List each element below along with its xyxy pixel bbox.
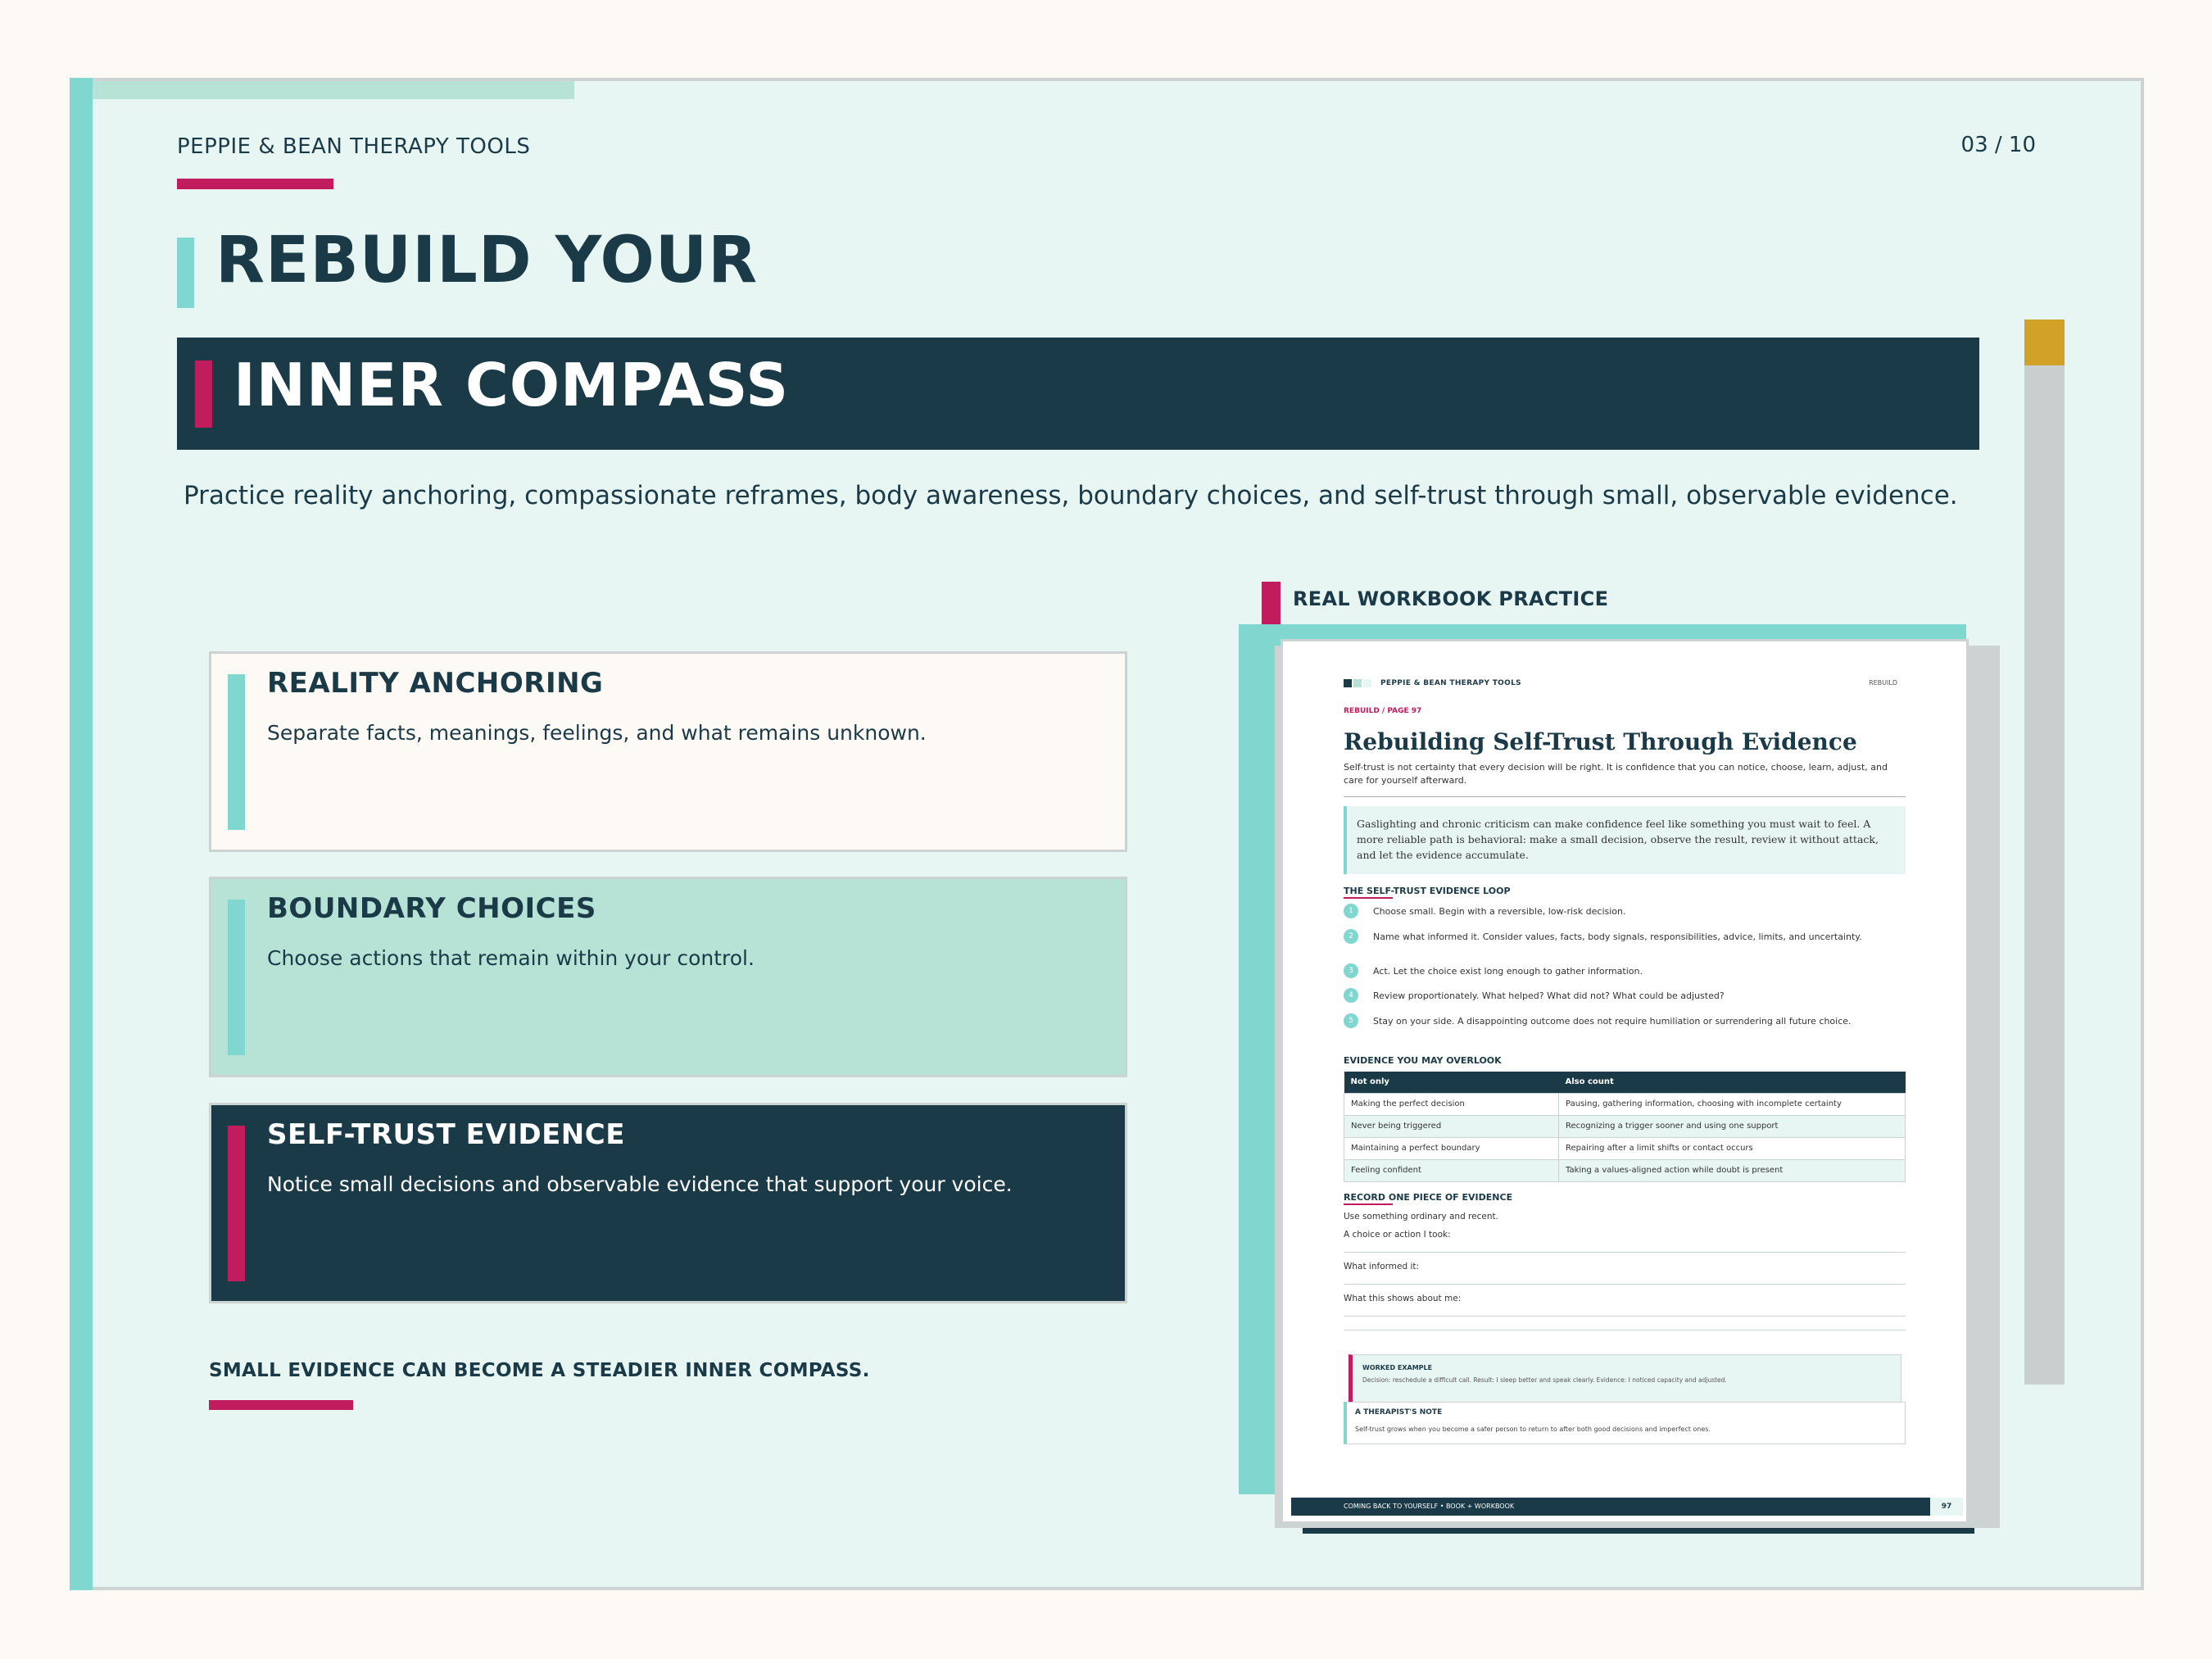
table-cell: Taking a values-aligned action while doubt is present — [1559, 1159, 1906, 1181]
wb-step-number: 3 — [1344, 963, 1358, 978]
card-accent-bar — [228, 900, 245, 1055]
card-boundary-choices — [209, 877, 1127, 1077]
table-cell: Pausing, gathering information, choosing with incomplete certainty — [1559, 1093, 1906, 1115]
card-reality-anchoring — [209, 651, 1127, 852]
wb-overlook-heading: EVIDENCE YOU MAY OVERLOOK — [1344, 1055, 1502, 1066]
scrollbar-track[interactable] — [2024, 320, 2065, 1385]
page-indicator: 03 / 10 — [1960, 133, 2036, 157]
wb-logo-square — [1344, 679, 1352, 687]
wb-worked-text: Decision: reschedule a difficult call. Result: I sleep better and speak clearly. Evidence: I noticed capacity and adjusted. — [1362, 1376, 1727, 1384]
card-body: Separate facts, meanings, feelings, and what remains unknown. — [267, 721, 927, 745]
table-row — [1344, 1093, 1906, 1115]
wb-intro: Self-trust is not certainty that every decision will be right. It is confidence that you can notice, choose, learn, adjust, and care for yourself afterward. — [1344, 762, 1888, 786]
table-cell: Recognizing a trigger sooner and using one support — [1559, 1115, 1906, 1137]
wb-step-text: Stay on your side. A disappointing outcome does not require humiliation or surrendering all future choice. — [1373, 1016, 1852, 1027]
wb-logo-square — [1363, 679, 1371, 687]
table-cell: Feeling confident — [1344, 1159, 1559, 1181]
wb-step-text: Act. Let the choice exist long enough to gather information. — [1373, 966, 1643, 977]
card-accent-bar — [228, 674, 245, 830]
slide-top-accent — [93, 81, 574, 99]
wb-heading-underline — [1344, 1203, 1393, 1205]
wb-step-number: 1 — [1344, 904, 1358, 918]
card-accent-bar — [228, 1126, 245, 1281]
wb-record-heading: RECORD ONE PIECE OF EVIDENCE — [1344, 1192, 1513, 1203]
table-cell: Repairing after a limit shifts or contact occurs — [1559, 1137, 1906, 1159]
wb-step-number: 5 — [1344, 1013, 1358, 1028]
table-cell: Never being triggered — [1344, 1115, 1559, 1137]
wb-writing-line — [1344, 1252, 1906, 1253]
wb-brand: PEPPIE & BEAN THERAPY TOOLS — [1380, 679, 1521, 687]
workbook-label-accent — [1262, 582, 1281, 628]
wb-record-hint: Use something ordinary and recent. — [1344, 1212, 1498, 1222]
wb-note-text: Self-trust grows when you become a safer person to return to after both good decisions and imperfect ones. — [1355, 1426, 1711, 1433]
wb-step-text: Review proportionately. What helped? What did not? What could be adjusted? — [1373, 990, 1725, 1001]
table-row — [1344, 1115, 1906, 1137]
card-heading: SELF-TRUST EVIDENCE — [267, 1118, 625, 1151]
title-band-accent — [195, 360, 212, 428]
table-cell: Making the perfect decision — [1344, 1093, 1559, 1115]
card-body: Notice small decisions and observable evidence that support your voice. — [267, 1172, 1013, 1196]
card-self-trust-evidence — [209, 1103, 1127, 1303]
table-header: Not only — [1344, 1072, 1559, 1093]
wb-note-label: A THERAPIST'S NOTE — [1355, 1408, 1443, 1416]
slide-accent-bar — [70, 78, 93, 1590]
wb-writing-line — [1344, 1284, 1906, 1285]
scrollbar-thumb[interactable] — [2024, 320, 2065, 365]
wb-evidence-table — [1344, 1072, 1906, 1182]
table-row — [1344, 1159, 1906, 1181]
card-body: Choose actions that remain within your control. — [267, 946, 755, 970]
wb-page-number: 97 — [1930, 1498, 1963, 1516]
wb-callout-text: Gaslighting and chronic criticism can make confidence feel like something you must wait to feel. A more reliable path is behavioral: make a small decision, observe the result, review it without attack, and let the evidence accumulate. — [1357, 818, 1879, 861]
wb-heading-underline — [1344, 897, 1393, 899]
wb-writing-line — [1344, 1316, 1906, 1317]
brand-label: PEPPIE & BEAN THERAPY TOOLS — [177, 134, 531, 159]
page-title-line-1: REBUILD YOUR — [215, 224, 759, 297]
page-subtitle: Practice reality anchoring, compassionate reframes, body awareness, boundary choices, and self-trust through small, observable evidence. — [184, 481, 1958, 510]
wb-divider — [1344, 796, 1906, 797]
table-row — [1344, 1137, 1906, 1159]
card-heading: REALITY ANCHORING — [267, 667, 604, 700]
wb-step-text: Name what informed it. Consider values, facts, body signals, responsibilities, advice, limits, and uncertainty. — [1373, 931, 1862, 942]
title-accent-mark — [177, 238, 194, 308]
wb-field-label: What informed it: — [1344, 1262, 1420, 1271]
table-cell: Maintaining a perfect boundary — [1344, 1137, 1559, 1159]
brand-underline — [177, 179, 333, 189]
workbook-label: REAL WORKBOOK PRACTICE — [1293, 587, 1609, 610]
tagline: SMALL EVIDENCE CAN BECOME A STEADIER INNER COMPASS. — [209, 1360, 870, 1381]
wb-footer-text: COMING BACK TO YOURSELF • BOOK + WORKBOOK — [1344, 1503, 1515, 1510]
wb-logo-square — [1353, 679, 1362, 687]
page-title-line-2: INNER COMPASS — [233, 351, 790, 419]
wb-step-number: 4 — [1344, 988, 1358, 1003]
wb-field-label: A choice or action I took: — [1344, 1230, 1451, 1240]
wb-step-number: 2 — [1344, 929, 1358, 944]
wb-step-text: Choose small. Begin with a reversible, low-risk decision. — [1373, 906, 1626, 917]
workbook-page-preview — [1281, 639, 1969, 1524]
table-header: Also count — [1559, 1072, 1906, 1093]
tagline-underline — [209, 1400, 353, 1410]
card-heading: BOUNDARY CHOICES — [267, 892, 596, 925]
wb-worked-label: WORKED EXAMPLE — [1362, 1364, 1433, 1371]
wb-breadcrumb: REBUILD / PAGE 97 — [1344, 707, 1422, 715]
wb-section: REBUILD — [1869, 679, 1897, 687]
wb-loop-heading: THE SELF-TRUST EVIDENCE LOOP — [1344, 886, 1511, 896]
wb-title: Rebuilding Self-Trust Through Evidence — [1344, 728, 1857, 755]
wb-field-label: What this shows about me: — [1344, 1294, 1462, 1303]
